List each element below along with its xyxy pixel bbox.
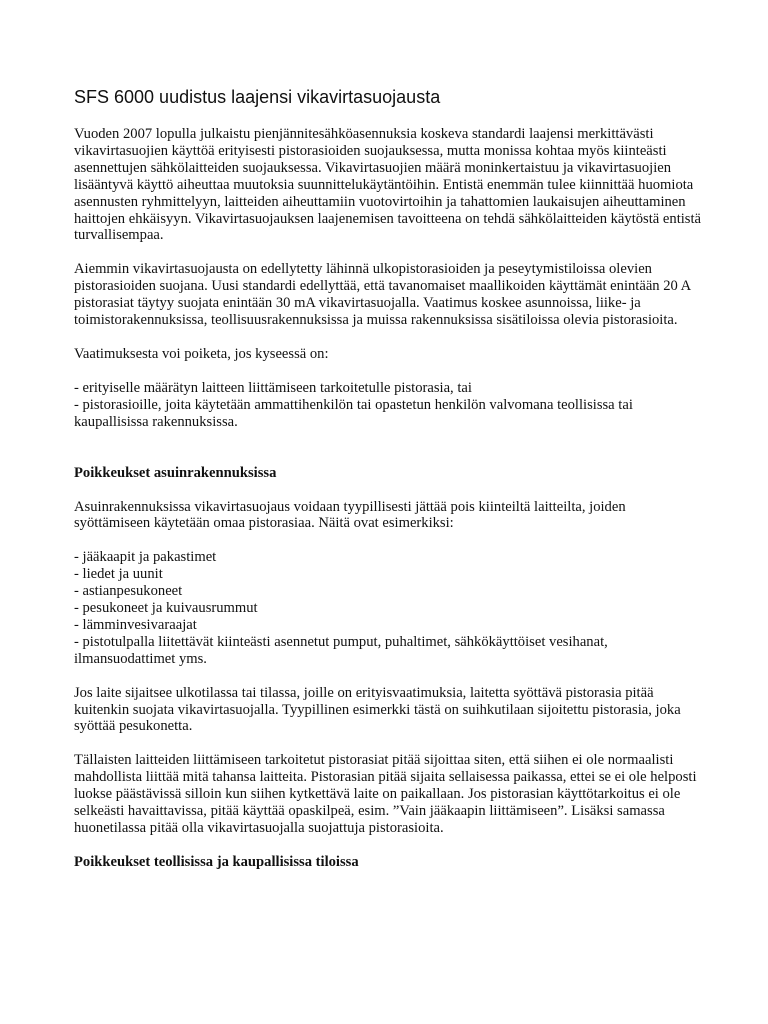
intro-paragraph-1: Vuoden 2007 lopulla julkaistu pienjännitesähköasennuksia koskeva standardi laajensi merkittävästi vikavirtasuojien käyttöä erityisesti pistorasioiden suojauksessa, mutta monissa kohtaa myös kiinteästi asennettujen sähkölaitteiden suojauksessa. Vikavirtasuojien määrä moninkertaistuu ja vikavirtasuojien lisääntyvä käyttö aiheuttaa muutoksia suunnittelukäytäntöihin. Entistä enemmän tulee kiinnittää huomiota asennusten ryhmittelyyn, laitteiden aiheuttamiin vuotovirtoihin ja tahattomien laukaisujen aiheuttaminen haittojen ehkäisyyn. Vikavirtasuojauksen laajenemisen tavoitteena on tehdä sähkölaitteiden käytöstä entistä turvallisempaa. bbox=[74, 126, 702, 244]
appliance-item: - astianpesukoneet bbox=[74, 583, 183, 600]
residential-paragraph-1: Asuinrakennuksissa vikavirtasuojaus voidaan tyypillisesti jättää pois kiinteiltä laitteilta, joiden syöttämiseen käytetään omaa pistorasiaa. Näitä ovat esimerkiksi: bbox=[74, 498, 626, 532]
appliance-item: - liedet ja uunit bbox=[74, 566, 163, 583]
appliance-item: - pesukoneet ja kuivausrummut bbox=[74, 600, 258, 617]
exception-item: - erityiselle määrätyn laitteen liittämiseen tarkoitetulle pistorasia, tai bbox=[74, 379, 472, 396]
intro-paragraph-3: Vaatimuksesta voi poiketa, jos kyseessä on: bbox=[74, 345, 329, 362]
document-page bbox=[74, 86, 704, 888]
appliance-item: - pistotulpalla liitettävät kiinteästi asennetut pumput, puhaltimet, sähkökäyttöiset vesihanat, ilmansuodattimet yms. bbox=[74, 633, 608, 667]
residential-paragraph-3: Tällaisten laitteiden liittämiseen tarkoitetut pistorasiat pitää sijoittaa siten, että siihen ei ole normaalisti mahdollista liittää mitä tahansa laitteita. Pistorasian pitää sijaita sellaisessa paikassa, ettei se ei ole helposti luokse päästävissä silloin kun siihen kytkettävä laite on paikallaan. Jos pistorasian käyttötarkoitus ei ole selkeästi havaittavissa, pitää käyttää opaskilpeä, esim. ”Vain jääkaapin liittämiseen”. Lisäksi samassa huonetilassa pitää olla vikavirtasuojalla suojattuja pistorasioita. bbox=[74, 752, 697, 836]
intro-paragraph-2: Aiemmin vikavirtasuojausta on edellytetty lähinnä ulkopistorasioiden ja peseytymistiloissa olevien pistorasioiden suojana. Uusi standardi edellyttää, että tavanomaiset maallikoiden käyttämät enintään 20 A pistorasiat täytyy suojata enintään 30 mA vikavirtasuojalla. Vaatimus koskee asunnoissa, liike- ja toimistorakennuksissa, teollisuusrakennuksissa ja muissa rakennuksissa sisätiloissa olevia pistorasioita. bbox=[74, 261, 691, 329]
residential-appliances-list bbox=[74, 549, 704, 667]
appliance-item: - jääkaapit ja pakastimet bbox=[74, 549, 217, 566]
section-heading-residential: Poikkeukset asuinrakennuksissa bbox=[74, 464, 277, 481]
residential-paragraph-2: Jos laite sijaitsee ulkotilassa tai tilassa, joille on erityisvaatimuksia, laitetta syöttävä pistorasia pitää kuitenkin suojata vikavirtasuojalla. Tyypillinen esimerkki tästä on suihkutilaan sijoitettu pistorasia, joka syöttää pesukonetta. bbox=[74, 684, 681, 735]
section-heading-commercial: Poikkeukset teollisissa ja kaupallisissa tiloissa bbox=[74, 853, 359, 870]
exception-item: - pistorasioille, joita käytetään ammattihenkilön tai opastetun henkilön valvomana teollisissa tai kaupallisissa rakennuksissa. bbox=[74, 396, 633, 430]
exceptions-list bbox=[74, 380, 704, 431]
document-title: SFS 6000 uudistus laajensi vikavirtasuojausta bbox=[74, 87, 441, 107]
appliance-item: - lämminvesivaraajat bbox=[74, 616, 197, 633]
